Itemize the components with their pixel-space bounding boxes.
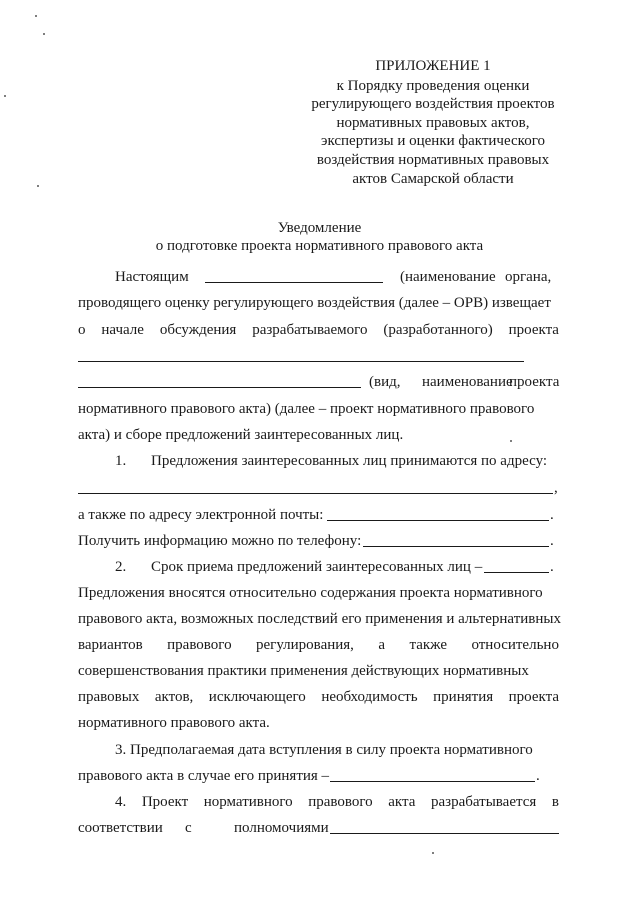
annex-line: регулирующего воздействия проектов	[311, 96, 555, 113]
item-2-line-3: правового акта, возможных последствий его применения и альтернативных	[78, 611, 561, 627]
p1-line-6: нормативного правового акта) (далее – проект нормативного правового	[78, 401, 535, 417]
period: .	[536, 768, 540, 784]
word: также	[409, 637, 447, 653]
item-text: правового акта в случае его принятия –	[78, 768, 330, 784]
item-text: Предложения заинтересованных лиц принимаются по адресу:	[151, 453, 548, 469]
word: правовых	[78, 689, 140, 705]
annex-line: актов Самарской области	[352, 170, 514, 187]
scan-speck	[35, 15, 37, 17]
scan-speck	[510, 440, 512, 442]
word: Проект	[141, 794, 189, 810]
word: принятия	[433, 689, 494, 705]
project-blank	[78, 347, 524, 362]
deadline-blank	[484, 558, 549, 573]
address-line	[78, 478, 559, 498]
item-3-line-2	[78, 766, 559, 786]
word: о	[78, 322, 86, 338]
annex-line: экспертизы и оценки фактического	[321, 133, 545, 150]
scan-speck	[4, 95, 6, 97]
item-2-line-5: совершенствования практики применения действующих нормативных	[78, 663, 529, 679]
word: с	[185, 820, 192, 836]
item-2-line-7: нормативного правового акта.	[78, 715, 270, 731]
date-blank	[330, 767, 535, 782]
word: обсуждения	[159, 322, 237, 338]
item-2-line-1	[78, 557, 559, 577]
word: (разработанного)	[383, 322, 493, 338]
word: проекта	[508, 689, 559, 705]
word: Настоящим	[115, 269, 189, 285]
p1-line-3	[78, 320, 559, 340]
p1-line-1	[78, 267, 559, 287]
title-line-2: о подготовке проекта нормативного правового акта	[155, 238, 484, 254]
authority-blank	[330, 819, 559, 834]
p1-line-7: акта) и сборе предложений заинтересованных лиц.	[78, 427, 404, 443]
scan-speck	[37, 185, 39, 187]
p1-line-5	[78, 372, 559, 392]
word: (вид,	[369, 374, 401, 390]
email-blank	[327, 506, 549, 521]
item-text: Срок приема предложений заинтересованных лиц –	[151, 559, 483, 575]
word: актов,	[154, 689, 194, 705]
word: начале	[101, 322, 144, 338]
item-3-line-1: 3. Предполагаемая дата вступления в силу проекта нормативного	[115, 742, 533, 758]
word: исключающего	[208, 689, 306, 705]
item-1-line-1	[78, 451, 559, 471]
item-4-line-2	[78, 818, 559, 838]
word: разрабатываемого	[252, 322, 368, 338]
annex-block	[300, 57, 566, 188]
word: вариантов	[78, 637, 143, 653]
item-number: 1.	[115, 453, 127, 469]
email-label: а также по адресу электронной почты:	[78, 507, 324, 523]
word: нормативного	[203, 794, 293, 810]
item-number: 2.	[115, 559, 127, 575]
word: правового	[167, 637, 232, 653]
word: а	[378, 637, 386, 653]
p1-line-2: проводящего оценку регулирующего воздействия (далее – ОРВ) извещает	[78, 295, 551, 311]
word: разрабатывается	[431, 794, 537, 810]
word: наименование	[422, 374, 513, 390]
annex-line: воздействия нормативных правовых	[316, 151, 550, 168]
word: относительно	[471, 637, 559, 653]
email-line	[78, 505, 559, 525]
item-2-line-4	[78, 635, 559, 655]
item-2-line-2: Предложения вносятся относительно содержания проекта нормативного	[78, 585, 543, 601]
scan-speck	[432, 852, 434, 854]
scan-speck	[43, 33, 45, 35]
annex-line: к Порядку проведения оценки	[336, 77, 530, 94]
document-title	[80, 219, 559, 255]
word: проекта	[509, 374, 560, 390]
title-line-1: Уведомление	[277, 220, 362, 236]
phone-blank	[363, 532, 549, 547]
item-4-line-1	[115, 792, 559, 812]
period: .	[550, 559, 554, 575]
phone-label: Получить информацию можно по телефону:	[78, 533, 362, 549]
word: (наименование	[400, 269, 496, 285]
word: проекта	[508, 322, 559, 338]
project-type-blank	[78, 373, 361, 388]
word: акта	[388, 794, 416, 810]
word: 4.	[115, 794, 127, 810]
period: .	[550, 507, 554, 523]
word: регулирования,	[256, 637, 354, 653]
word: полномочиями	[234, 820, 329, 836]
organ-name-blank	[205, 268, 383, 283]
item-2-line-6	[78, 687, 559, 707]
word: правового	[308, 794, 373, 810]
phone-line	[78, 531, 559, 551]
word: органа,	[505, 269, 552, 285]
address-blank	[78, 479, 553, 494]
comma: ,	[554, 480, 558, 496]
word: в	[551, 794, 559, 810]
word: соответствии	[78, 820, 163, 836]
p1-line-4	[78, 346, 559, 366]
annex-line: нормативных правовых актов,	[336, 114, 530, 131]
word: необходимость	[321, 689, 418, 705]
annex-heading: ПРИЛОЖЕНИЕ 1	[375, 58, 491, 74]
period: .	[550, 533, 554, 549]
